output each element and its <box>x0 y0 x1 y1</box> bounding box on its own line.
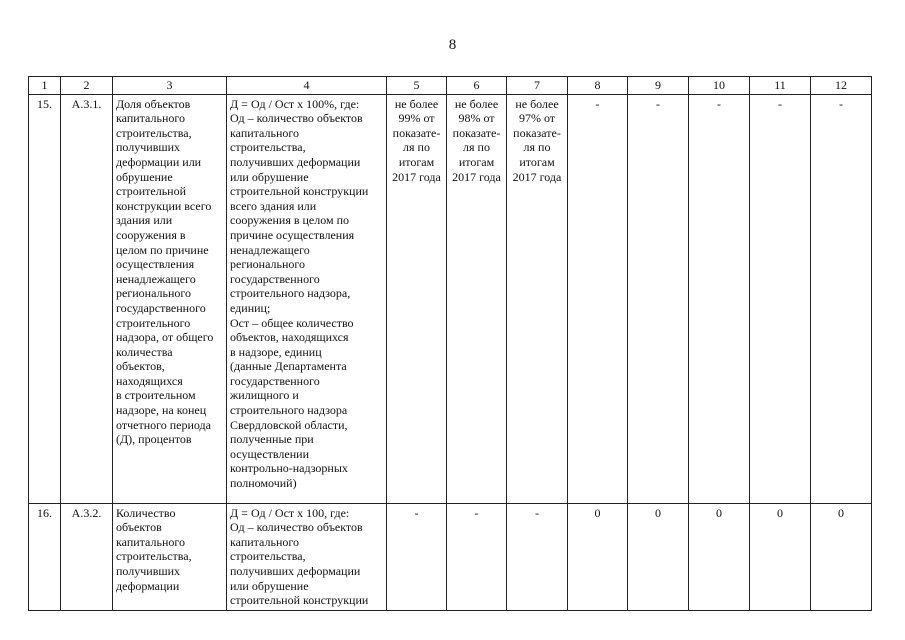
indicators-table <box>28 76 872 611</box>
value-col-8: - <box>568 94 628 503</box>
value-col-10: - <box>689 94 750 503</box>
value-col-9: - <box>628 94 689 503</box>
table-header <box>29 77 872 95</box>
value-col-6: - <box>447 503 507 610</box>
column-header-9: 9 <box>628 77 689 95</box>
value-col-9: 0 <box>628 503 689 610</box>
table-row <box>29 94 872 503</box>
column-header-12: 12 <box>811 77 872 95</box>
column-header-3: 3 <box>113 77 227 95</box>
table-row <box>29 503 872 610</box>
column-header-11: 11 <box>750 77 811 95</box>
value-col-11: 0 <box>750 503 811 610</box>
indicator-formula: Д = Од / Ост х 100, где: Од – количество объектов капитального строительства, получивших деформации или обрушение строительной конструкции <box>227 503 387 610</box>
row-number: 15. <box>29 94 61 503</box>
column-header-4: 4 <box>227 77 387 95</box>
value-col-12: 0 <box>811 503 872 610</box>
page-number: 8 <box>448 37 457 53</box>
value-col-6: не более 98% от показате- ля по итогам 2017 года <box>447 94 507 503</box>
value-col-7: не более 97% от показате- ля по итогам 2017 года <box>507 94 568 503</box>
value-col-10: 0 <box>689 503 750 610</box>
indicator-code: А.3.2. <box>61 503 113 610</box>
column-header-10: 10 <box>689 77 750 95</box>
column-header-2: 2 <box>61 77 113 95</box>
row-number: 16. <box>29 503 61 610</box>
column-header-7: 7 <box>507 77 568 95</box>
indicator-formula: Д = Од / Ост х 100%, где: Од – количество объектов капитального строительства, получивших деформации или обрушение строительной конструкции всего здания или сооружения в целом по причине осуществления ненадлежащего регионального государственного строительного надзора, единиц; Ост – общее количество объектов, находящихся в надзоре, единиц (данные Департамента государственного жилищного и строительного надзора Свердловской области, полученные при осуществлении контрольно-надзорных полномочий) <box>227 94 387 503</box>
header-row <box>29 77 872 95</box>
indicator-name: Количество объектов капитального строительства, получивших деформации <box>113 503 227 610</box>
column-header-8: 8 <box>568 77 628 95</box>
indicator-code: А.3.1. <box>61 94 113 503</box>
value-col-7: - <box>507 503 568 610</box>
value-col-8: 0 <box>568 503 628 610</box>
column-header-6: 6 <box>447 77 507 95</box>
column-header-1: 1 <box>29 77 61 95</box>
column-header-5: 5 <box>387 77 447 95</box>
value-col-11: - <box>750 94 811 503</box>
value-col-5: - <box>387 503 447 610</box>
indicator-name: Доля объектов капитального строительства, получивших деформации или обрушение строительной конструкции всего здания или сооружения в целом по причине осуществления ненадлежащего регионального государственного строительного надзора, от общего количества объектов, находящихся в строительном надзоре, на конец отчетного периода (Д), процентов <box>113 94 227 503</box>
value-col-12: - <box>811 94 872 503</box>
value-col-5: не более 99% от показате- ля по итогам 2017 года <box>387 94 447 503</box>
